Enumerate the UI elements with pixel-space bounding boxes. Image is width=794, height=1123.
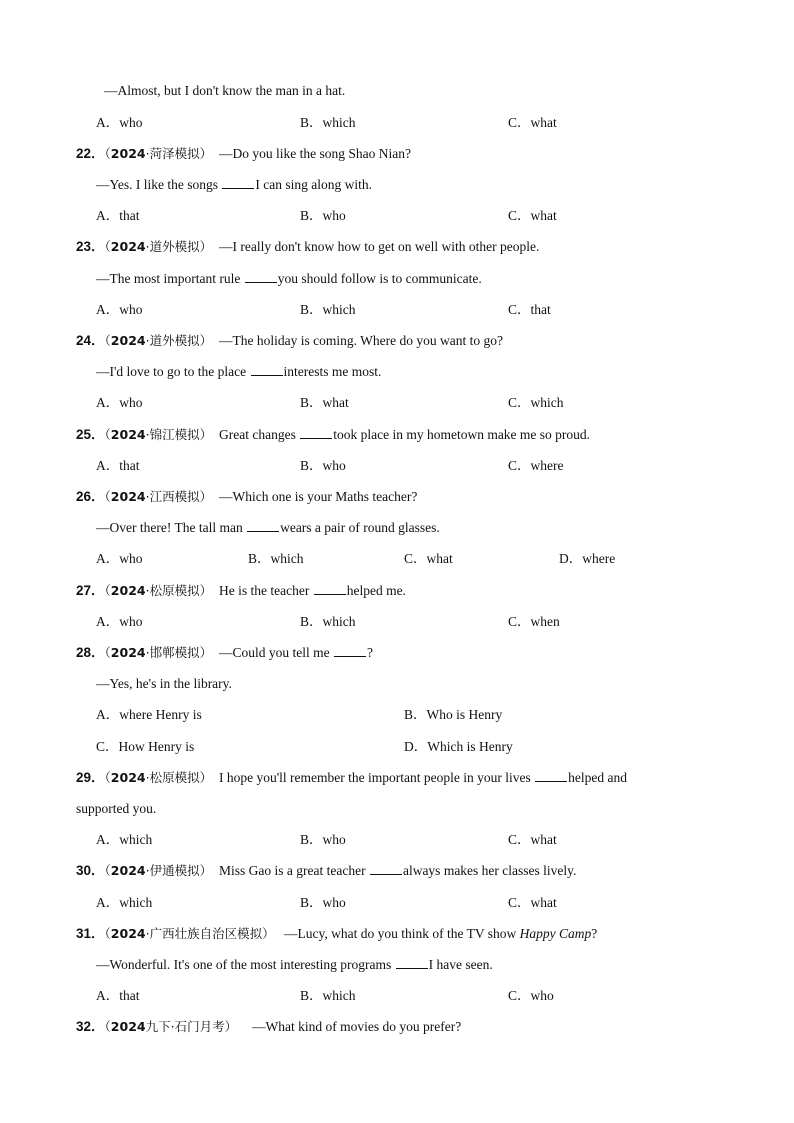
question-source: （2024·广西壮族自治区模拟） [104, 926, 275, 941]
q28-stem: 28．（2024·邯郸模拟） —Could you tell me ? [76, 645, 373, 660]
question-number: 29． [76, 770, 105, 785]
option-a[interactable]: A．who [96, 302, 143, 317]
q21-answer-line: —Almost, but I don't know the man in a hat. [104, 83, 346, 98]
question-source: （2024·伊通模拟） [104, 863, 213, 878]
answer-blank[interactable] [370, 862, 402, 875]
question-source: （2024九下·石门月考） [104, 1019, 238, 1034]
option-c[interactable]: C．How Henry is [96, 739, 195, 754]
question-source: （2024·松原模拟） [104, 770, 213, 785]
q31-stem: 31．（2024·广西壮族自治区模拟） —Lucy, what do you think of the TV show Happy Camp? [76, 926, 598, 941]
option-c[interactable]: C．what [508, 115, 557, 130]
option-b[interactable]: B．who [300, 458, 346, 473]
q24-options [0, 393, 794, 413]
question-source: （2024·锦江模拟） [104, 427, 213, 442]
option-c[interactable]: C．what [508, 832, 557, 847]
question-number: 24． [76, 333, 105, 348]
q29-options [0, 830, 794, 850]
question-number: 23． [76, 239, 105, 254]
q25-options [0, 456, 794, 476]
option-c[interactable]: C．when [508, 614, 560, 629]
option-d[interactable]: D．Which is Henry [404, 739, 513, 754]
q23-answer-line: —The most important rule you should follow is to communicate. [96, 271, 482, 286]
option-b[interactable]: B．which [300, 614, 356, 629]
option-a[interactable]: A．who [96, 551, 143, 566]
option-a[interactable]: A．that [96, 988, 140, 1003]
option-a[interactable]: A．which [96, 832, 153, 847]
option-c[interactable]: C．where [508, 458, 564, 473]
option-b[interactable]: B．who [300, 208, 346, 223]
q27-options [0, 612, 794, 632]
answer-blank[interactable] [245, 270, 277, 283]
q26-stem: 26．（2024·江西模拟） —Which one is your Maths teacher? [76, 489, 418, 504]
q24-answer-line: —I'd love to go to the place interests me most. [96, 364, 382, 379]
q22-answer-line: —Yes. I like the songs I can sing along with. [96, 177, 372, 192]
option-b[interactable]: B．which [248, 551, 304, 566]
q25-stem: 25．（2024·锦江模拟） Great changes took place in my hometown make me so proud. [76, 427, 591, 442]
question-number: 28． [76, 645, 105, 660]
question-number: 22． [76, 146, 105, 161]
answer-blank[interactable] [222, 176, 254, 189]
option-a[interactable]: A．where Henry is [96, 707, 202, 722]
answer-blank[interactable] [300, 426, 332, 439]
question-source: （2024·邯郸模拟） [104, 645, 213, 660]
option-c[interactable]: C．who [508, 988, 554, 1003]
q30-options [0, 893, 794, 913]
q26-answer-line: —Over there! The tall man wears a pair of round glasses. [96, 520, 440, 535]
q22-stem: 22．（2024·菏泽模拟） —Do you like the song Shao Nian? [76, 146, 411, 161]
question-number: 25． [76, 427, 105, 442]
question-source: （2024·道外模拟） [104, 333, 213, 348]
q28-answer-line: —Yes, he's in the library. [96, 676, 232, 691]
question-source: （2024·菏泽模拟） [104, 146, 213, 161]
answer-blank[interactable] [251, 363, 283, 376]
option-c[interactable]: C．what [508, 895, 557, 910]
q28-options-row1 [0, 705, 794, 725]
answer-blank[interactable] [535, 769, 567, 782]
q22-options [0, 206, 794, 226]
option-a[interactable]: A．who [96, 395, 143, 410]
q31-options [0, 986, 794, 1006]
q23-options [0, 300, 794, 320]
option-b[interactable]: B．which [300, 988, 356, 1003]
question-source: （2024·江西模拟） [104, 489, 213, 504]
option-a[interactable]: A．who [96, 115, 143, 130]
q29-continuation: supported you. [76, 801, 157, 816]
question-source: （2024·道外模拟） [104, 239, 213, 254]
question-source: （2024·松原模拟） [104, 583, 213, 598]
option-a[interactable]: A．which [96, 895, 153, 910]
option-b[interactable]: B．Who is Henry [404, 707, 503, 722]
answer-blank[interactable] [247, 519, 279, 532]
option-c[interactable]: C．what [508, 208, 557, 223]
answer-blank[interactable] [396, 956, 428, 969]
answer-blank[interactable] [334, 644, 366, 657]
q31-answer-line: —Wonderful. It's one of the most interesting programs I have seen. [96, 957, 493, 972]
question-number: 31． [76, 926, 105, 941]
q23-stem: 23．（2024·道外模拟） —I really don't know how to get on well with other people. [76, 239, 540, 254]
option-a[interactable]: A．that [96, 458, 140, 473]
q32-stem: 32．（2024九下·石门月考） —What kind of movies do you prefer? [76, 1019, 462, 1034]
option-c[interactable]: C．what [404, 551, 453, 566]
question-number: 32． [76, 1019, 105, 1034]
q21-options [0, 113, 794, 133]
option-c[interactable]: C．which [508, 395, 564, 410]
option-b[interactable]: B．who [300, 832, 346, 847]
q30-stem: 30．（2024·伊通模拟） Miss Gao is a great teacher always makes her classes lively. [76, 863, 577, 878]
option-a[interactable]: A．who [96, 614, 143, 629]
option-b[interactable]: B．who [300, 895, 346, 910]
option-d[interactable]: D．where [559, 551, 616, 566]
option-c[interactable]: C．that [508, 302, 551, 317]
question-number: 27． [76, 583, 105, 598]
answer-blank[interactable] [314, 582, 346, 595]
q28-options-row2 [0, 737, 794, 757]
question-number: 30． [76, 863, 105, 878]
option-b[interactable]: B．what [300, 395, 349, 410]
question-number: 26． [76, 489, 105, 504]
q29-stem: 29．（2024·松原模拟） I hope you'll remember the important people in your lives helped and [76, 770, 627, 785]
option-b[interactable]: B．which [300, 302, 356, 317]
q26-options [0, 549, 794, 569]
q27-stem: 27．（2024·松原模拟） He is the teacher helped me. [76, 583, 406, 598]
q24-stem: 24．（2024·道外模拟） —The holiday is coming. Where do you want to go? [76, 333, 503, 348]
option-b[interactable]: B．which [300, 115, 356, 130]
option-a[interactable]: A．that [96, 208, 140, 223]
